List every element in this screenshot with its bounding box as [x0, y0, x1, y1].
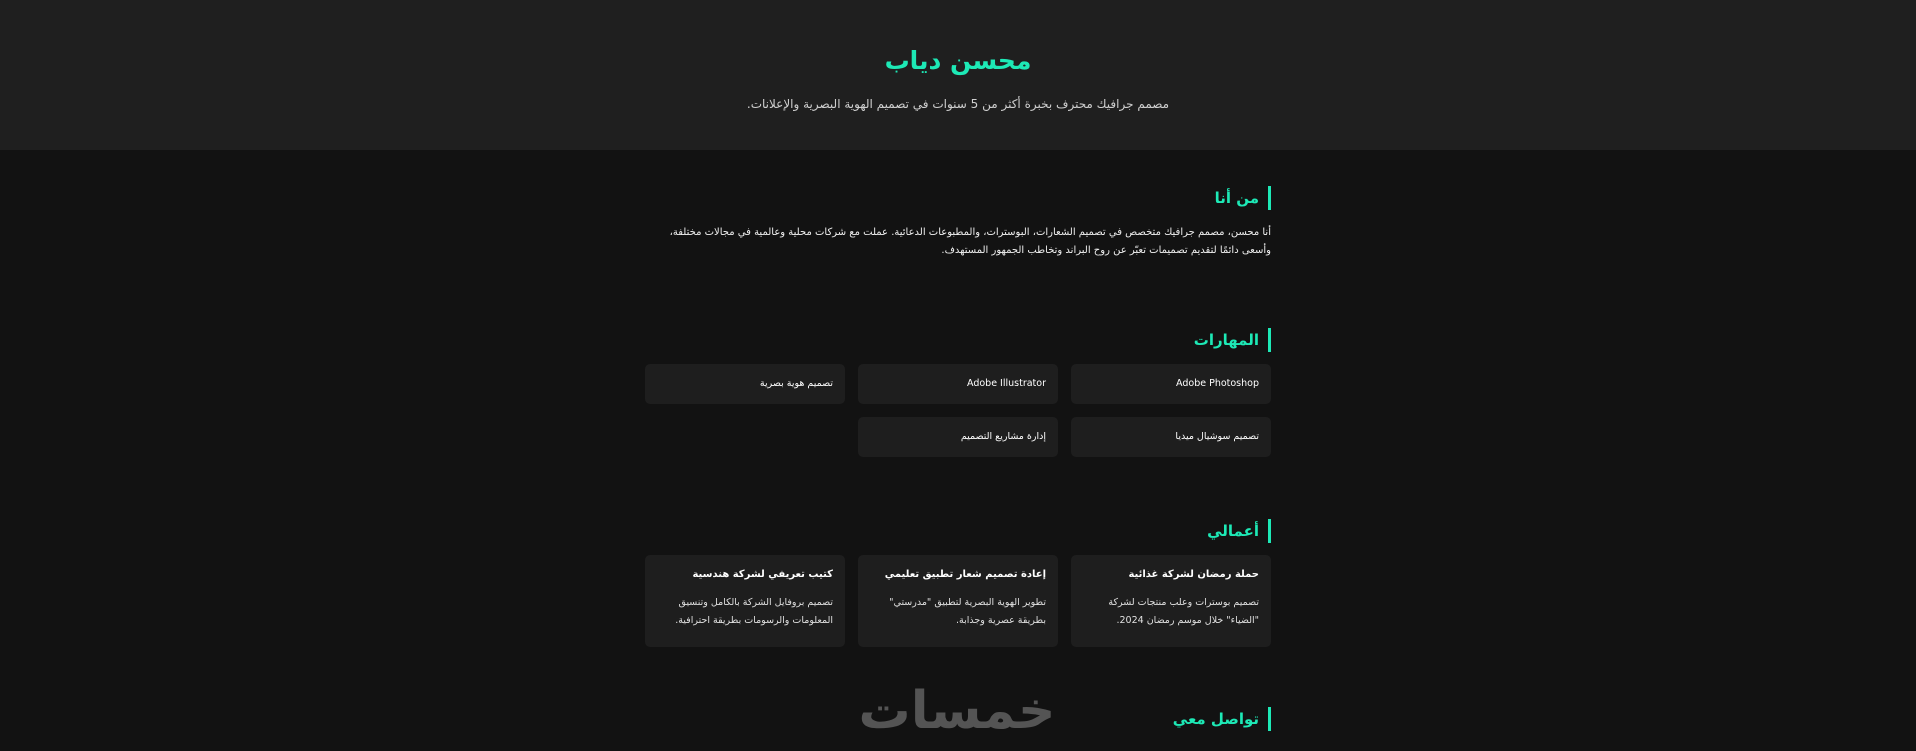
about-section [645, 186, 1271, 260]
skill-card-social-media: تصميم سوشيال ميديا [1071, 417, 1271, 457]
main-content [645, 150, 1271, 731]
site-header [0, 0, 1916, 150]
work-card-company-brochure [645, 555, 845, 647]
works-section [645, 519, 1271, 647]
work-description: تطوير الهوية البصرية لتطبيق "مدرستي" بطريقة عصرية وجذابة. [889, 597, 1046, 626]
work-card-logo-redesign [858, 555, 1058, 647]
skill-card-photoshop: Adobe Photoshop [1071, 364, 1271, 404]
work-title: كتيب تعريفي لشركة هندسية [692, 569, 833, 580]
work-card-ramadan-campaign [1071, 555, 1271, 647]
skills-grid [645, 364, 1271, 457]
skill-card-project-management: إدارة مشاريع التصميم [858, 417, 1058, 457]
work-description: تصميم بروفايل الشركة بالكامل وتنسيق المعلومات والرسومات بطريقة احترافية. [675, 597, 833, 626]
site-subtitle: مصمم جرافيك محترف بخبرة أكثر من 5 سنوات في تصميم الهوية البصرية والإعلانات. [746, 97, 1170, 111]
work-description: تصميم بوسترات وعلب منتجات لشركة "الضياء" خلال موسم رمضان 2024. [1108, 597, 1259, 626]
work-title: حملة رمضان لشركة غذائية [1128, 569, 1259, 580]
contact-heading: تواصل معي [1173, 707, 1271, 731]
works-heading: أعمالي [1207, 519, 1271, 543]
about-heading: من أنا [1215, 186, 1271, 210]
site-title: محسن دياب [884, 46, 1032, 75]
about-text: أنا محسن، مصمم جرافيك متخصص في تصميم الشعارات، البوسترات، والمطبوعات الدعائية. عملت مع شركات محلية وعالمية في مجالات مختلفة، وأسعى دائمًا لتقديم تصميمات تعبّر عن روح البراند وتخاطب الجمهور المستهدف. [669, 227, 1271, 256]
khamsat-watermark-logo: خمسات [858, 681, 1056, 741]
skill-card-illustrator: Adobe Illustrator [858, 364, 1058, 404]
works-grid [645, 555, 1271, 647]
work-title: إعادة تصميم شعار تطبيق تعليمي [884, 569, 1046, 580]
skills-section [645, 328, 1271, 457]
skills-heading: المهارات [1194, 328, 1271, 352]
skill-card-visual-identity: تصميم هوية بصرية [645, 364, 845, 404]
